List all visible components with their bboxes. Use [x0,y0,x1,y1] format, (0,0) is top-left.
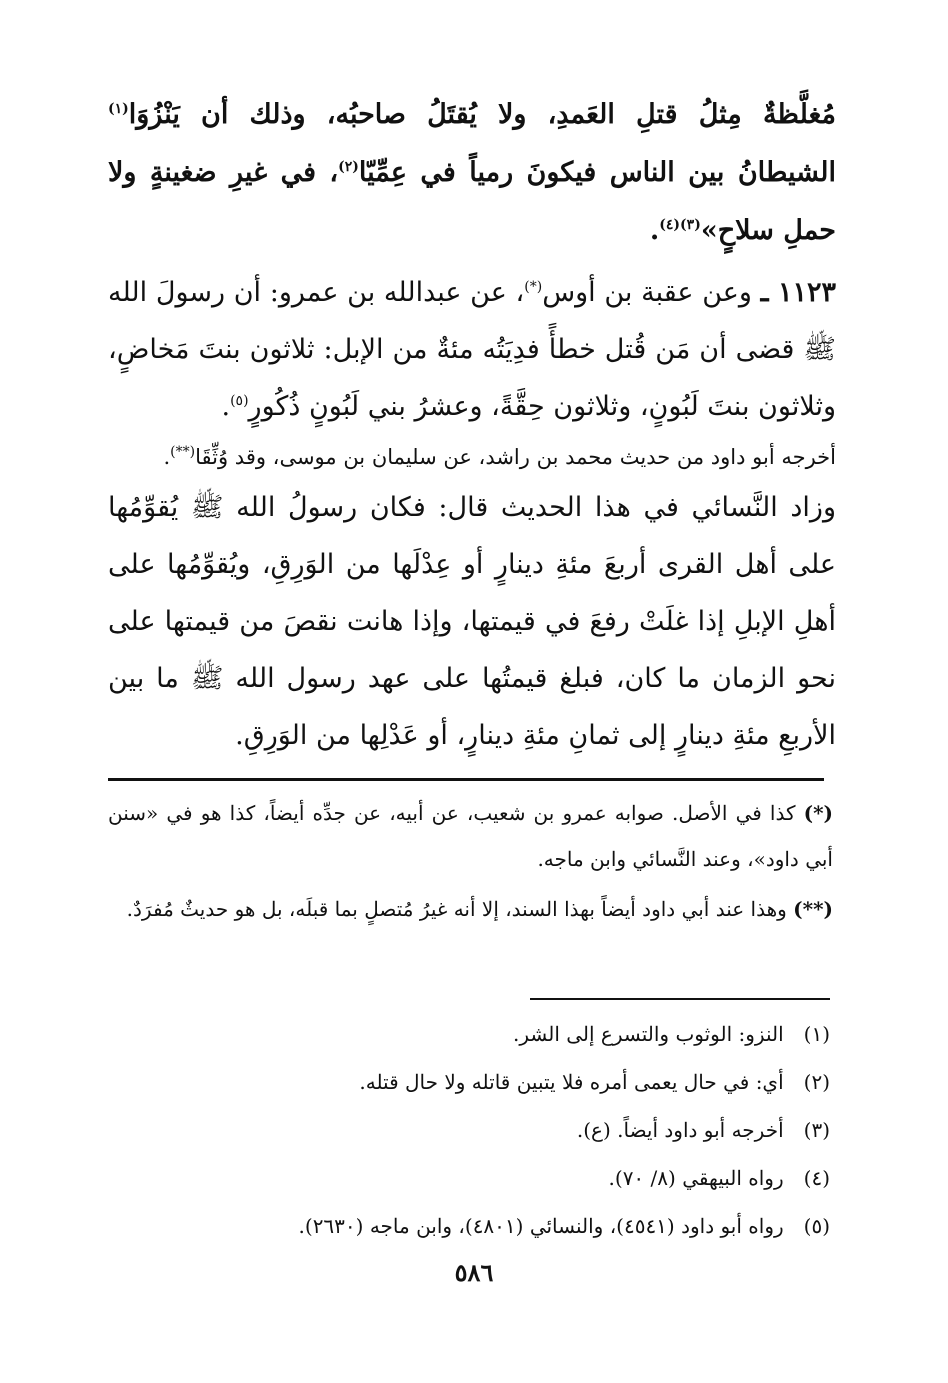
footnote-item [108,1060,830,1108]
addition-paragraph: وزاد النَّسائي في هذا الحديث قال: فكان رسولُ الله ﷺ يُقوِّمُها على أهل القرى أربعَ مئةِ دينارٍ أو عِدْلَها من الوَرِقِ، ويُقوِّمُها على أهلِ الإبلِ إذا غلَتْ رفعَ في قيمتها، وإذا هانت نقصَ من قيمتها على نحو الزمان ما كان، فبلغ قيمتُها على عهد رسول الله ﷺ ما بين الأربعِ مئةِ دينارٍ إلى ثمانِ مئةِ دينارٍ، أو عَدْلِها من الوَرِقِ. [108,492,836,751]
footnote-text: أخرجه أبو داود أيضاً. (ع). [576,1118,784,1142]
footnote-text: النزو: الوثوب والتسرع إلى الشر. [513,1022,784,1046]
footnote-number: (٥) [803,1214,830,1238]
footnotes-divider [530,998,830,1000]
footnote-text: رواه البيهقي (٨/ ٧٠). [608,1166,784,1190]
footnote-ref[interactable]: (٥) [230,393,249,409]
hadith-number: ١١٢٣ ـ [760,277,837,308]
main-text [108,86,836,764]
page-number: ٥٨٦ [454,1258,494,1287]
note-ref[interactable]: (*) [524,279,543,295]
hadith-paragraph: ١١٢٣ ـ وعن عقبة بن أوس(*)، عن عبدالله بن عمرو: أن رسولَ الله ﷺ قضى أن مَن قُتل خطأً فدِيَتُه مئةٌ من الإبل: ثلاثون بنتَ مَخاضٍ، وثلاثون بنتَ لَبُونٍ، وثلاثون حِقَّةً، وعشرُ بني لَبُونٍ ذُكُورٍ$^{(٥)}$. [108,277,837,422]
footnote-ref[interactable]: (١) [108,101,129,117]
footnote-item [108,1204,830,1252]
footnote-ref[interactable]: (٢) [338,159,359,175]
takhrij-paragraph: أخرجه أبو داود من حديث محمد بن راشد، عن سليمان بن موسى، وقد وُثِّقَا(**). [163,444,836,469]
notes-divider [108,778,824,781]
footnote-text: رواه أبو داود (٤٥٤١)، والنسائي (٤٨٠١)، وابن ماجه (٢٦٣٠). [298,1214,784,1238]
footnote-number: (٢) [803,1070,830,1094]
note-ref[interactable]: (**) [170,444,196,460]
footnote-item [108,1108,830,1156]
footnote-number: (١) [803,1022,830,1046]
footnote-item [108,1156,830,1204]
editor-note: (*) كذا في الأصل. صوابه عمرو بن شعيب، عن أبيه، عن جدِّه أيضاً، كذا هو في «سنن أبي داود»، وعند النَّسائي وابن ماجه. [108,801,833,871]
note-mark: (*) [803,801,833,825]
editor-notes [108,790,833,936]
footnotes [108,1012,830,1252]
footnote-number: (٤) [803,1166,830,1190]
editor-note: (**) وهذا عند أبي داود أيضاً بهذا السند، إلا أنه غيرُ مُتصلٍ بما قبلَه، بل هو حديثٌ مُفرَدٌ. [126,897,833,921]
footnote-text: أي: في حال يعمى أمره فلا يتبين قاتله ولا حال قتله. [359,1070,784,1094]
footnote-number: (٣) [803,1118,830,1142]
note-mark: (**) [793,897,833,921]
intro-paragraph: مُغلَّظةٌ مِثلُ قتلِ العَمدِ، ولا يُقتَلُ صاحبُه، وذلك أن يَنْزُوَا$^{(١)}$ الشيطانُ بين الناس فيكونَ رمياً في عِمِّيّا$^{(٢)}$، في غيرِ ضغينةٍ ولا حملِ سلاحٍ»$^{(٣)(٤)}$. [108,99,836,246]
footnote-ref[interactable]: (٣)(٤) [659,217,701,233]
footnote-item [108,1012,830,1060]
